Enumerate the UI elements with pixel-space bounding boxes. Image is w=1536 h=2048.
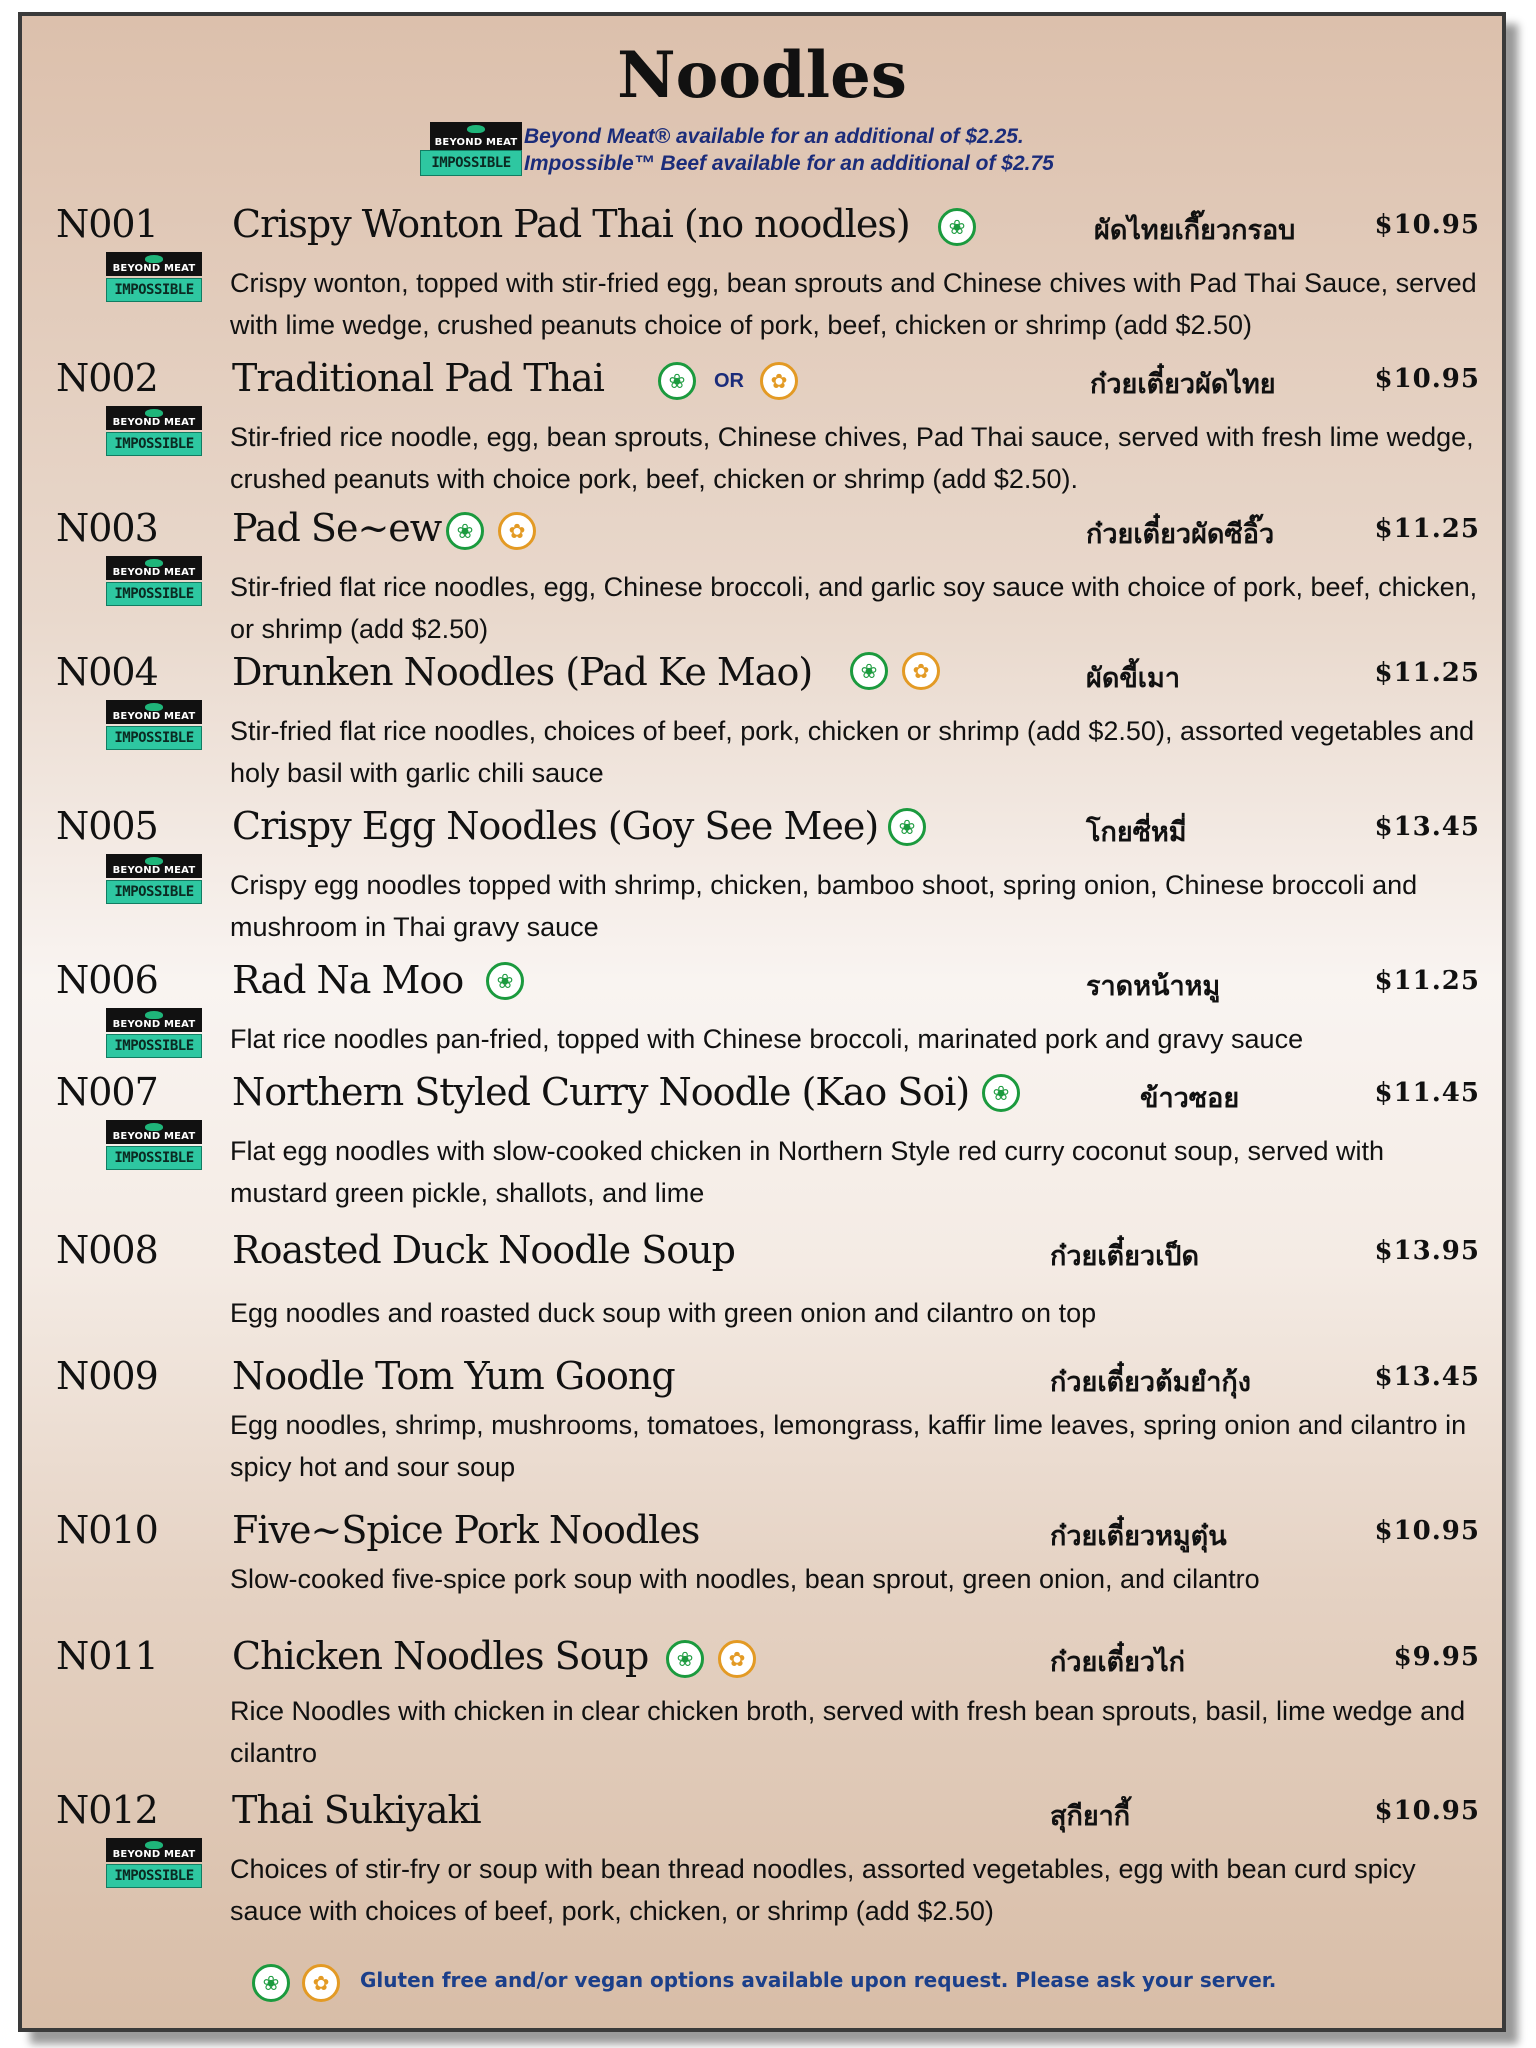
item-name: Rad Na Moo (232, 958, 464, 1002)
meat-alternative-badges (106, 700, 208, 750)
beyond-meat-badge: BEYOND MEAT (106, 854, 202, 878)
menu-page (18, 12, 1506, 2032)
beyond-meat-badge: BEYOND MEAT (106, 700, 202, 724)
item-description: Crispy egg noodles topped with shrimp, chicken, bamboo shoot, spring onion, Chinese broccoli and mushroom in Thai gravy sauce (230, 870, 1418, 942)
gluten-free-wheat-icon: ✿ (760, 362, 798, 400)
item-price: $10.95 (1374, 364, 1480, 394)
item-name: Northern Styled Curry Noodle (Kao Soi) (232, 1070, 970, 1114)
item-name: Roasted Duck Noodle Soup (232, 1228, 735, 1272)
item-code: N002 (56, 356, 158, 400)
beyond-meat-promo-text: Beyond Meat® available for an additional of $2.25. (524, 125, 1024, 148)
beyond-meat-badge: BEYOND MEAT (106, 1838, 202, 1862)
item-thai-name: ข้าวซอย (1140, 1083, 1240, 1114)
item-price: $11.25 (1374, 658, 1480, 688)
item-code: N007 (56, 1070, 158, 1114)
impossible-badge: IMPOSSIBLE (106, 726, 202, 750)
item-code: N003 (56, 506, 158, 550)
beyond-meat-cow-icon (467, 125, 485, 133)
item-thai-name: ก๋วยเตี๋ยวผัดซีอิ๊ว (1086, 519, 1275, 550)
item-price: $9.95 (1393, 1642, 1480, 1672)
gluten-free-wheat-icon: ✿ (302, 1964, 340, 2002)
item-name: Thai Sukiyaki (232, 1788, 481, 1832)
impossible-logo: IMPOSSIBLE (420, 150, 522, 176)
item-name: Crispy Egg Noodles (Goy See Mee) (232, 804, 879, 848)
vegan-leaf-icon: ❀ (666, 1640, 704, 1678)
footer-text: Gluten free and/or vegan options available upon request. Please ask your server. (360, 1968, 1277, 1992)
item-thai-name: ก๋วยเตี๋ยวหมูตุ๋น (1050, 1521, 1227, 1552)
item-price: $13.95 (1374, 1236, 1480, 1266)
meat-alternative-badges (106, 252, 208, 302)
beyond-meat-cow-icon (145, 1841, 163, 1849)
item-thai-name: ผัดไทยเกี๊ยวกรอบ (1094, 215, 1296, 246)
item-name: Five~Spice Pork Noodles (232, 1508, 700, 1552)
item-thai-name: ก๋วยเตี๋ยวเป็ด (1050, 1241, 1199, 1272)
or-label: OR (714, 370, 744, 392)
item-thai-name: โกยซี่หมี่ (1086, 817, 1187, 848)
item-code: N006 (56, 958, 158, 1002)
item-code: N010 (56, 1508, 158, 1552)
gluten-free-wheat-icon: ✿ (498, 512, 536, 550)
impossible-badge: IMPOSSIBLE (106, 432, 202, 456)
item-thai-name: ก๋วยเตี๋ยวผัดไทย (1090, 369, 1276, 400)
beyond-meat-cow-icon (145, 255, 163, 263)
vegan-leaf-icon: ❀ (850, 652, 888, 690)
impossible-promo (22, 150, 1502, 180)
item-code: N001 (56, 202, 158, 246)
gluten-free-wheat-icon: ✿ (718, 1640, 756, 1678)
item-price: $13.45 (1374, 1362, 1480, 1392)
item-name: Traditional Pad Thai (232, 356, 604, 400)
impossible-badge: IMPOSSIBLE (106, 278, 202, 302)
impossible-badge: IMPOSSIBLE (106, 1864, 202, 1888)
item-price: $11.25 (1374, 966, 1480, 996)
meat-alternative-badges (106, 854, 208, 904)
meat-alternative-badges (106, 406, 208, 456)
beyond-meat-cow-icon (145, 703, 163, 711)
item-thai-name: สุกียากี้ (1050, 1801, 1131, 1832)
item-name: Pad Se~ew (232, 506, 442, 550)
vegan-leaf-icon: ❀ (252, 1964, 290, 2002)
item-code: N011 (56, 1634, 158, 1678)
footer-note (22, 1960, 1502, 2004)
item-thai-name: ผัดขี้เมา (1086, 663, 1180, 694)
beyond-meat-cow-icon (145, 857, 163, 865)
gluten-free-wheat-icon: ✿ (902, 652, 940, 690)
item-price: $11.25 (1374, 514, 1480, 544)
beyond-meat-badge: BEYOND MEAT (106, 1008, 202, 1032)
item-thai-name: ก๋วยเตี๋ยวไก่ (1050, 1647, 1185, 1678)
beyond-meat-badge: BEYOND MEAT (106, 556, 202, 580)
item-description: Stir-fried rice noodle, egg, bean sprouts, Chinese chives, Pad Thai sauce, served with fresh lime wedge, crushed peanuts with choice pork, beef, chicken or shrimp (add $2.50). (230, 422, 1474, 494)
vegan-leaf-icon: ❀ (982, 1074, 1020, 1112)
vegan-leaf-icon: ❀ (658, 362, 696, 400)
item-price: $11.45 (1374, 1078, 1480, 1108)
impossible-badge: IMPOSSIBLE (106, 880, 202, 904)
item-code: N005 (56, 804, 158, 848)
item-thai-name: ราดหน้าหมู (1086, 971, 1221, 1002)
item-description: Egg noodles, shrimp, mushrooms, tomatoes, lemongrass, kaffir lime leaves, spring onion and cilantro in spicy hot and sour soup (230, 1410, 1467, 1482)
item-description: Rice Noodles with chicken in clear chicken broth, served with fresh bean sprouts, basil, lime wedge and cilantro (230, 1696, 1466, 1768)
item-description: Choices of stir-fry or soup with bean thread noodles, assorted vegetables, egg with bean curd spicy sauce with choices of beef, pork, chicken, or shrimp (add $2.50) (230, 1854, 1416, 1926)
item-code: N012 (56, 1788, 158, 1832)
beyond-meat-cow-icon (145, 1011, 163, 1019)
meat-alternative-badges (106, 1120, 208, 1170)
beyond-meat-badge: BEYOND MEAT (106, 406, 202, 430)
beyond-meat-logo: BEYOND MEAT (430, 122, 522, 150)
item-description: Slow-cooked five-spice pork soup with noodles, bean sprout, green onion, and cilantro (230, 1564, 1260, 1594)
item-name: Chicken Noodles Soup (232, 1634, 649, 1678)
item-description: Stir-fried flat rice noodles, egg, Chinese broccoli, and garlic soy sauce with choice of pork, beef, chicken, or shrimp (add $2.50) (230, 572, 1478, 644)
vegan-leaf-icon: ❀ (446, 512, 484, 550)
item-description: Flat rice noodles pan-fried, topped with Chinese broccoli, marinated pork and gravy sauce (230, 1024, 1304, 1054)
impossible-badge: IMPOSSIBLE (106, 1146, 202, 1170)
item-description: Stir-fried flat rice noodles, choices of beef, pork, chicken or shrimp (add $2.50), assorted vegetables and holy basil with garlic chili sauce (230, 716, 1475, 788)
meat-alternative-badges (106, 556, 208, 606)
item-name: Noodle Tom Yum Goong (232, 1354, 675, 1398)
meat-alternative-badges (106, 1008, 208, 1058)
item-price: $13.45 (1374, 812, 1480, 842)
item-price: $10.95 (1374, 1796, 1480, 1826)
item-price: $10.95 (1374, 210, 1480, 240)
beyond-meat-cow-icon (145, 1123, 163, 1131)
page-title: Noodles (617, 38, 907, 113)
vegan-leaf-icon: ❀ (486, 962, 524, 1000)
item-name: Drunken Noodles (Pad Ke Mao) (232, 650, 813, 694)
vegan-leaf-icon: ❀ (888, 808, 926, 846)
item-code: N008 (56, 1228, 158, 1272)
item-price: $10.95 (1374, 1516, 1480, 1546)
item-description: Crispy wonton, topped with stir-fried egg, bean sprouts and Chinese chives with Pad Thai Sauce, served with lime wedge, crushed peanuts choice of pork, beef, chicken or shrimp (add $2.50) (230, 268, 1477, 340)
impossible-promo-text: Impossible™ Beef available for an additional of $2.75 (524, 152, 1054, 175)
vegan-leaf-icon: ❀ (938, 208, 976, 246)
beyond-meat-badge: BEYOND MEAT (106, 1120, 202, 1144)
item-code: N004 (56, 650, 158, 694)
meat-alternative-badges (106, 1838, 208, 1888)
beyond-meat-cow-icon (145, 409, 163, 417)
beyond-meat-badge: BEYOND MEAT (106, 252, 202, 276)
item-code: N009 (56, 1354, 158, 1398)
beyond-meat-promo (22, 122, 1502, 152)
impossible-badge: IMPOSSIBLE (106, 582, 202, 606)
impossible-badge: IMPOSSIBLE (106, 1034, 202, 1058)
item-thai-name: ก๋วยเตี๋ยวต้มยำกุ้ง (1050, 1367, 1251, 1398)
item-description: Flat egg noodles with slow-cooked chicken in Northern Style red curry coconut soup, served with mustard green pickle, shallots, and lime (230, 1136, 1385, 1208)
item-name: Crispy Wonton Pad Thai (no noodles) (232, 202, 910, 246)
item-description: Egg noodles and roasted duck soup with green onion and cilantro on top (230, 1298, 1097, 1328)
beyond-meat-cow-icon (145, 559, 163, 567)
